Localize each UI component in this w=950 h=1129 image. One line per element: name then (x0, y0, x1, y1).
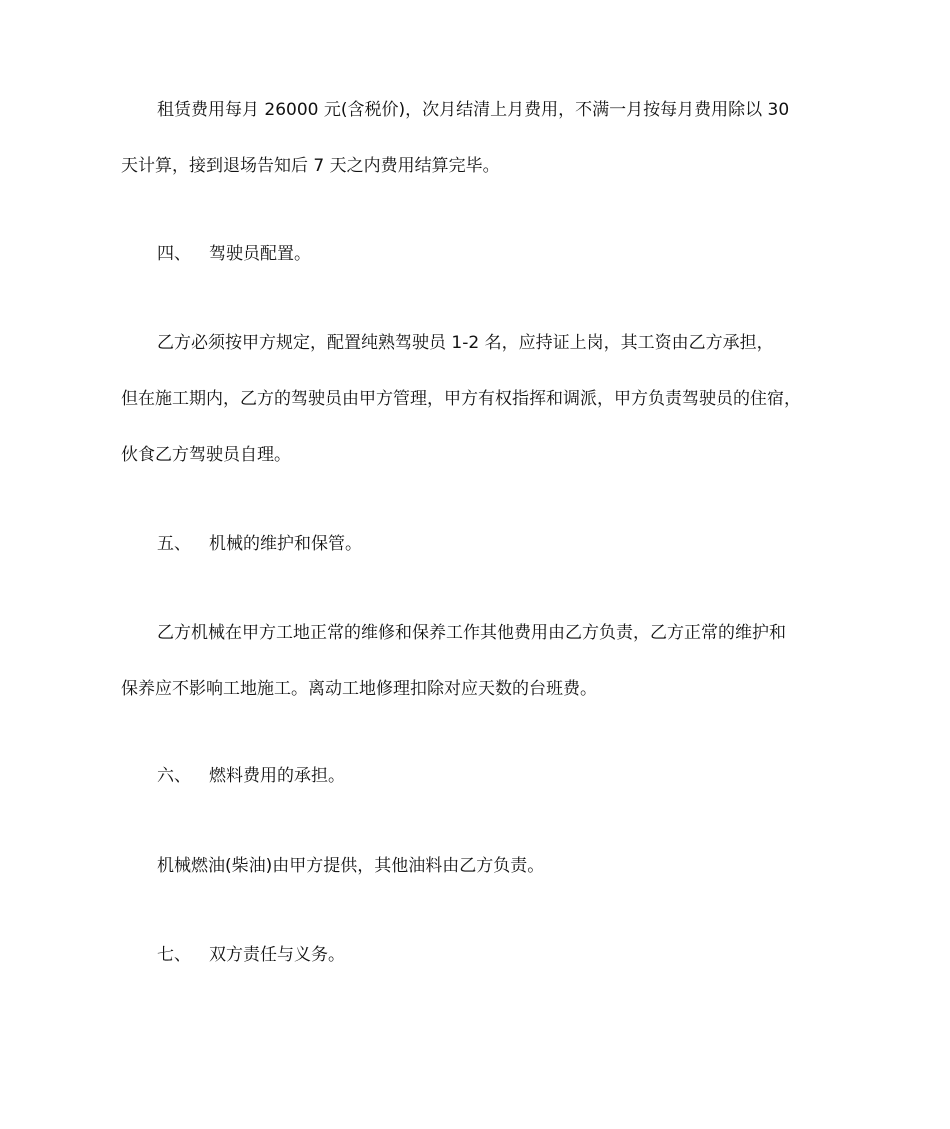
driver-paragraph-line-2: 但在施工期内，乙方的驾驶员由甲方管理，甲方有权指挥和调派，甲方负责驾驶员的住宿， (121, 389, 801, 409)
section-number: 七、 (157, 945, 191, 965)
driver-paragraph-line-3: 伙食乙方驾驶员自理。 (121, 445, 291, 465)
section-number: 四、 (157, 244, 191, 264)
section-heading-duties (157, 943, 345, 967)
rent-paragraph-line-2: 天计算，接到退场告知后 7 天之内费用结算完毕。 (121, 156, 500, 176)
maintenance-paragraph-line-2: 保养应不影响工地施工。离动工地修理扣除对应天数的台班费。 (121, 679, 597, 699)
section-title: 机械的维护和保管。 (209, 534, 362, 554)
section-number: 六、 (157, 766, 191, 786)
fuel-paragraph-line-1: 机械燃油(柴油)由甲方提供，其他油料由乙方负责。 (157, 856, 545, 876)
section-title: 双方责任与义务。 (209, 945, 345, 965)
section-title: 燃料费用的承担。 (209, 766, 345, 786)
rent-paragraph-line-1: 租赁费用每月 26000 元(含税价)，次月结清上月费用，不满一月按每月费用除以 30 (157, 100, 790, 120)
maintenance-paragraph-line-1: 乙方机械在甲方工地正常的维修和保养工作其他费用由乙方负责，乙方正常的维护和 (157, 623, 786, 643)
driver-paragraph-line-1: 乙方必须按甲方规定，配置纯熟驾驶员 1-2 名，应持证上岗，其工资由乙方承担， (157, 333, 774, 353)
section-title: 驾驶员配置。 (209, 244, 311, 264)
section-number: 五、 (157, 534, 191, 554)
section-heading-fuel (157, 764, 345, 788)
section-heading-maintenance (157, 532, 362, 556)
section-heading-driver (157, 242, 311, 266)
